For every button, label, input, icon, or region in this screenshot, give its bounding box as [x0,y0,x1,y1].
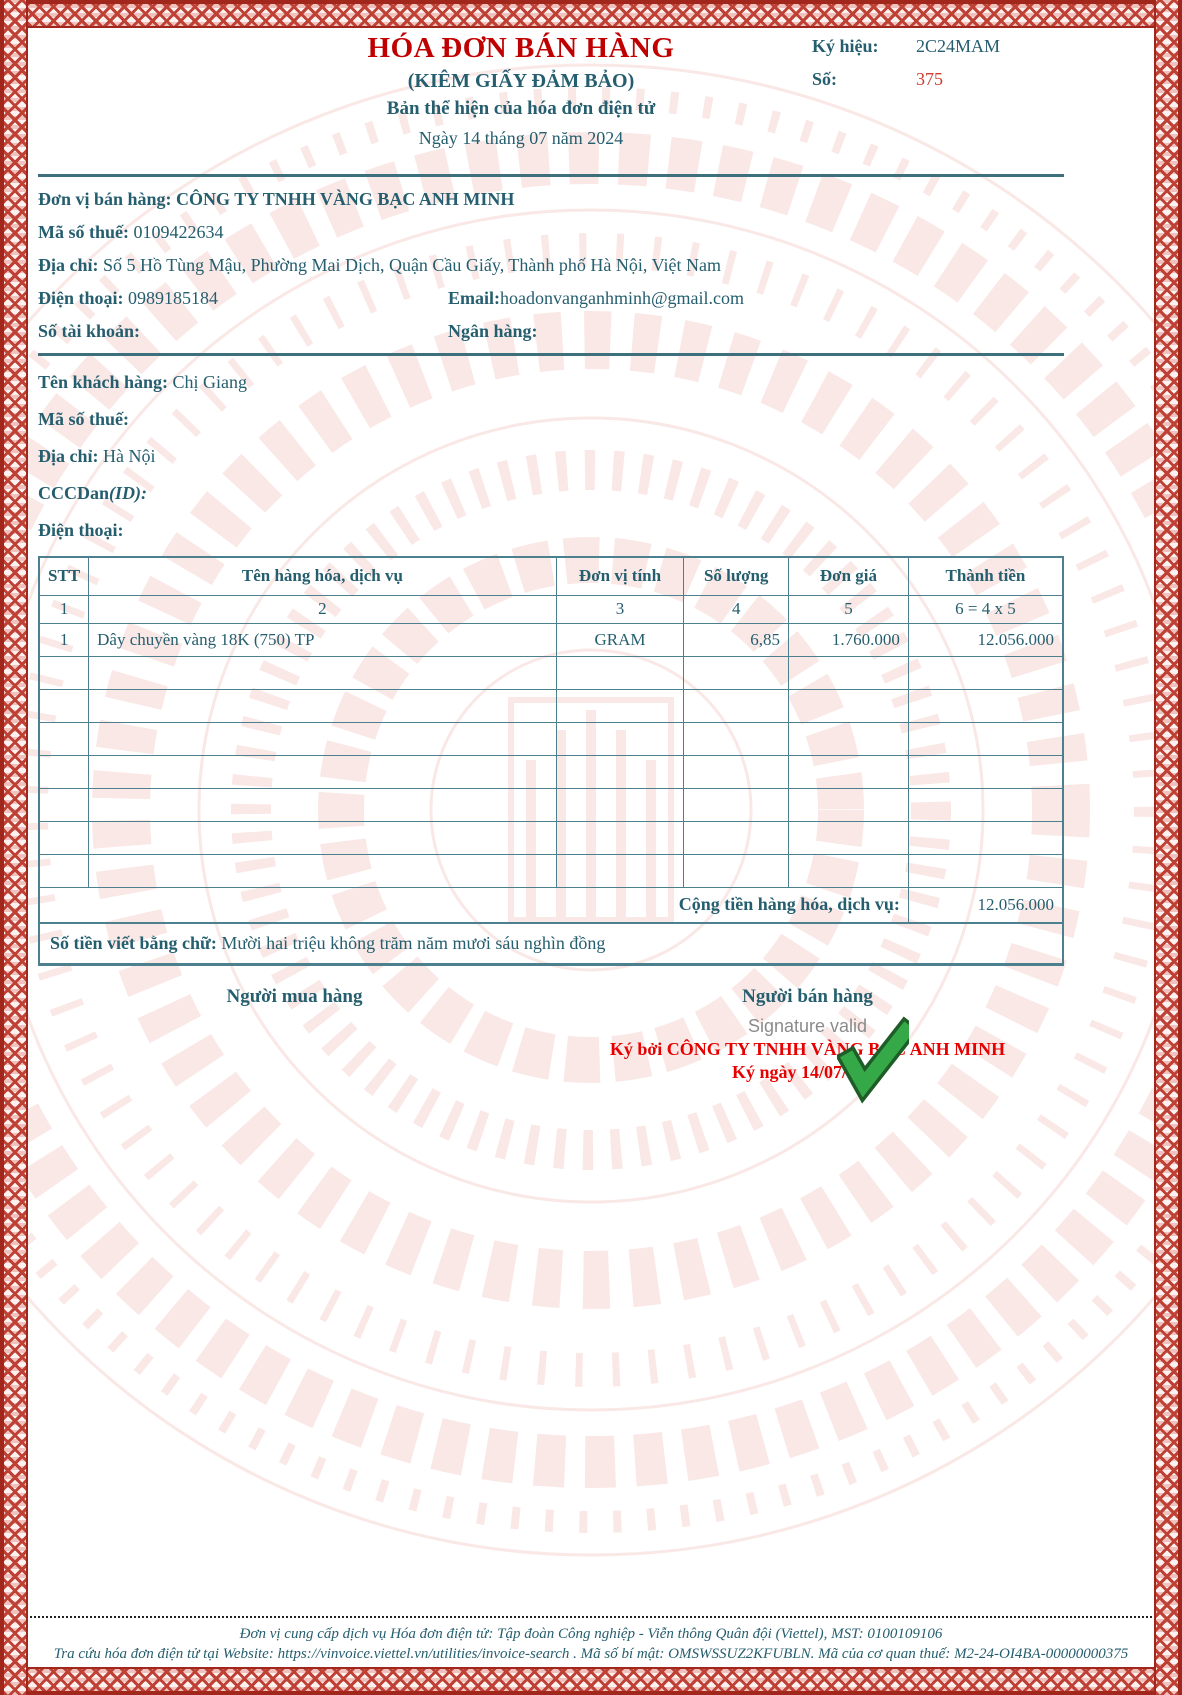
table-cell [556,755,684,788]
total-label: Cộng tiền hàng hóa, dịch vụ: [39,887,908,923]
table-cell: GRAM [556,623,684,656]
table-cell [789,689,909,722]
table-cell [789,854,909,887]
table-row [39,788,1063,821]
buyer-id-label: CCCDan [38,483,110,503]
signed-by-text: Ký bởi CÔNG TY TNHH VÀNG BẠC ANH MINH [609,1039,1006,1059]
seller-tax-label: Mã số thuế: [38,222,129,242]
table-cell [789,788,909,821]
divider-seller-buyer [38,353,1064,356]
buyer-phone-label: Điện thoại: [38,520,124,540]
table-cell [908,656,1063,689]
col-number: 4 [684,595,789,623]
table-cell [89,755,557,788]
table-row [39,656,1063,689]
col-header-stt: STT [39,557,89,595]
table-cell [789,755,909,788]
invoice-date: Ngày 14 tháng 07 năm 2024 [418,128,624,148]
seller-tax-value: 0109422634 [133,222,224,242]
border-ornament-left [0,0,28,1695]
table-cell [39,788,89,821]
invoice-subtitle: (KIÊM GIẤY ĐẢM BẢO) [407,70,635,92]
table-cell [39,755,89,788]
amount-in-words-label: Số tiền viết bằng chữ: [50,933,217,953]
col-header-unit: Đơn vị tính [556,557,684,595]
buyer-name-value: Chị Giang [172,372,248,392]
table-cell [39,821,89,854]
items-table [38,556,1064,924]
invoice-meta-box [812,36,1064,102]
table-cell [556,854,684,887]
table-cell [89,689,557,722]
total-value: 12.056.000 [908,887,1063,923]
table-cell [556,788,684,821]
col-header-amount: Thành tiền [908,557,1063,595]
table-cell [684,788,789,821]
items-body [39,623,1063,887]
seller-unit-label: Đơn vị bán hàng: [38,189,172,209]
table-cell: 1.760.000 [789,623,909,656]
footer-lookup-line: Tra cứu hóa đơn điện tử tại Website: https://vinvoice.viettel.vn/utilities/invoice-search . Mã số bí mật: OMSWSSUZ2KFUBLN. Mã của cơ quan thuế: M2-24-OI4BA-00000000375 [53,1646,1129,1662]
table-cell [89,821,557,854]
seller-email-value: hoadonvanganhminh@gmail.com [500,288,745,308]
table-cell [789,656,909,689]
table-row [39,755,1063,788]
table-cell [39,722,89,755]
invoice-title: HÓA ĐƠN BÁN HÀNG [367,32,675,64]
border-ornament-bottom [0,1667,1182,1695]
column-number-row [39,595,1063,623]
border-ornament-top [0,0,1182,28]
col-header-name: Tên hàng hóa, dịch vụ [89,557,557,595]
amount-in-words [38,924,1064,966]
table-cell: 6,85 [684,623,789,656]
table-cell [89,788,557,821]
signed-date-text: Ký ngày 14/07/2024 [731,1062,883,1082]
table-row [39,623,1063,656]
col-number: 3 [556,595,684,623]
amount-in-words-value: Mười hai triệu không trăm năm mươi sáu nghìn đồng [221,933,606,953]
buyer-signature-block [38,986,551,1083]
signature-check-icon [837,1016,909,1104]
table-cell: 1 [39,623,89,656]
table-cell [89,722,557,755]
buyer-address-value: Hà Nội [103,446,156,466]
border-ornament-right [1154,0,1182,1695]
buyer-name-label: Tên khách hàng: [38,372,169,392]
serial-label: Ký hiệu: [812,36,879,56]
invoice-page [38,26,1064,1083]
seller-signature-block [551,986,1064,1083]
col-number: 5 [789,595,909,623]
table-cell [789,722,909,755]
seller-section [38,188,1064,342]
table-cell: 12.056.000 [908,623,1063,656]
table-cell [908,722,1063,755]
table-cell [684,722,789,755]
footer-provider-line: Đơn vị cung cấp dịch vụ Hóa đơn điện tử: Tập đoàn Công nghiệp - Viễn thông Quân đội (Viettel), MST: 0100109106 [239,1626,943,1642]
invoice-header [38,32,1064,168]
electronic-copy-note: Bản thể hiện của hóa đơn điện tử [386,98,656,119]
serial-value: 2C24MAM [916,36,1001,56]
seller-phone-label: Điện thoại: [38,288,124,308]
table-cell [556,722,684,755]
table-cell [789,821,909,854]
table-cell [556,821,684,854]
table-row [39,854,1063,887]
table-cell [908,689,1063,722]
table-cell [684,755,789,788]
table-cell [556,656,684,689]
table-row [39,689,1063,722]
table-cell [89,854,557,887]
table-cell [908,821,1063,854]
col-number: 6 = 4 x 5 [908,595,1063,623]
table-cell [684,854,789,887]
seller-account-label: Số tài khoản: [38,321,141,341]
buyer-section [38,371,1064,541]
seller-bank-label: Ngân hàng: [448,321,538,341]
buyer-id-label-suffix: (ID): [109,483,148,503]
table-cell [39,854,89,887]
signature-valid-text: Signature valid [747,1016,868,1036]
seller-address-value: Số 5 Hồ Tùng Mậu, Phường Mai Dịch, Quận Cầu Giấy, Thành phố Hà Nội, Việt Nam [103,255,721,275]
provider-footer [30,1616,1152,1663]
col-header-price: Đơn giá [789,557,909,595]
table-cell [684,821,789,854]
table-cell: Dây chuyền vàng 18K (750) TP [89,623,557,656]
table-cell [556,689,684,722]
seller-address-label: Địa chỉ: [38,255,99,275]
table-row [39,722,1063,755]
table-header-row [39,557,1063,595]
table-cell [684,689,789,722]
divider-header [38,174,1064,177]
table-cell [89,656,557,689]
table-cell [39,689,89,722]
total-row [39,887,1063,923]
col-number: 1 [39,595,89,623]
buyer-tax-label: Mã số thuế: [38,409,129,429]
table-row [39,821,1063,854]
table-cell [908,854,1063,887]
seller-signature-title: Người bán hàng [742,986,873,1007]
seller-phone-value: 0989185184 [128,288,218,308]
signature-section [38,986,1064,1083]
table-cell [684,656,789,689]
table-cell [908,755,1063,788]
seller-unit-value: CÔNG TY TNHH VÀNG BẠC ANH MINH [176,189,515,209]
table-cell [908,788,1063,821]
col-number: 2 [89,595,557,623]
buyer-signature-title: Người mua hàng [226,986,363,1007]
seller-email-label: Email: [448,288,500,308]
table-cell [39,656,89,689]
col-header-qty: Số lượng [684,557,789,595]
invoice-number-value: 375 [916,69,943,89]
buyer-address-label: Địa chỉ: [38,446,99,466]
invoice-number-label: Số: [812,69,838,89]
